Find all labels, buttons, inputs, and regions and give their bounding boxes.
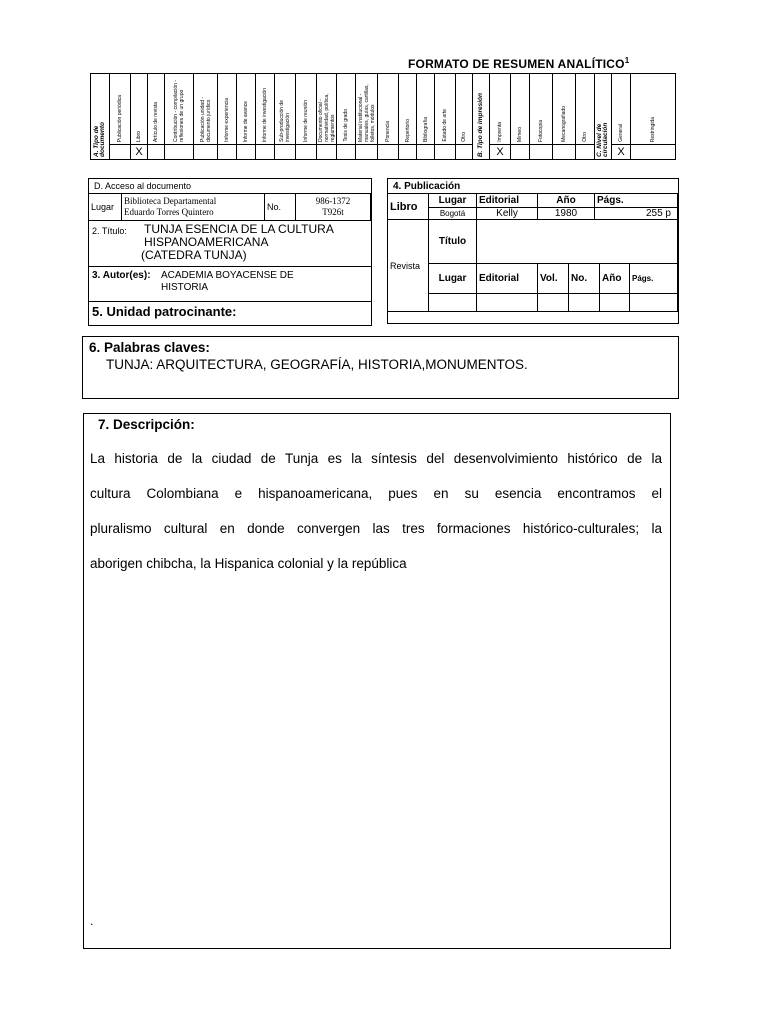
type-col-header bbox=[612, 74, 631, 145]
type-col-checkbox bbox=[237, 145, 256, 160]
description-box bbox=[83, 413, 671, 949]
type-col-header bbox=[576, 74, 595, 145]
type-col-label: Repertorio bbox=[404, 118, 411, 142]
journal-title-value bbox=[477, 220, 678, 264]
type-col-header bbox=[131, 74, 148, 145]
book-year-value: 1980 bbox=[538, 208, 595, 220]
journal-table bbox=[387, 219, 678, 312]
type-col-label: Publicación periódica bbox=[117, 94, 123, 142]
title-line3: (CATEDRA TUNJA) bbox=[141, 248, 247, 262]
type-col-label: Artículo de revista bbox=[153, 101, 159, 142]
type-col-checkbox bbox=[576, 145, 595, 160]
type-col-label: Estado de arte bbox=[442, 109, 448, 142]
type-col-header bbox=[317, 74, 337, 145]
journal-col-lugar: Lugar bbox=[429, 264, 477, 294]
description-line4: aborigen chibcha, la Hispanica colonial y la república bbox=[90, 556, 407, 571]
journal-vol-value bbox=[538, 294, 569, 312]
type-col-header bbox=[490, 74, 511, 145]
book-pages-value: 255 p bbox=[595, 208, 678, 220]
type-col-header bbox=[91, 74, 110, 160]
book-lugar-value: Bogotá bbox=[429, 208, 477, 220]
type-col-label: Mecanografiado bbox=[561, 106, 567, 142]
type-col-header bbox=[553, 74, 576, 145]
book-col-year: Año bbox=[538, 194, 595, 208]
description-line3: pluralismo cultural en donde convergen las tres formaciones histórico-culturales; la bbox=[90, 521, 662, 536]
book-col-pages: Págs. bbox=[595, 194, 678, 208]
type-col-checkbox: X bbox=[612, 145, 631, 160]
type-col-checkbox bbox=[110, 145, 131, 160]
journal-col-pages: Págs. bbox=[630, 264, 678, 294]
type-col-label: Informe de avance bbox=[243, 100, 249, 142]
type-col-label: Ponencia bbox=[385, 121, 391, 142]
journal-col-editorial: Editorial bbox=[477, 264, 538, 294]
journal-editorial-value bbox=[477, 294, 538, 312]
access-heading: D. Acceso al documento bbox=[89, 179, 371, 194]
type-col-label: Imprenta bbox=[497, 122, 503, 142]
description-text bbox=[90, 441, 662, 581]
document-type-table bbox=[90, 73, 676, 160]
keywords-label: 6. Palabras claves: bbox=[89, 340, 210, 355]
description-line1: La historia de la ciudad de Tunja es la síntesis del desenvolvimiento histórico de la bbox=[90, 451, 662, 466]
book-editorial-value: Kelly bbox=[477, 208, 538, 220]
journal-no-value bbox=[569, 294, 600, 312]
authors-line2: HISTORIA bbox=[161, 282, 209, 293]
type-col-header bbox=[399, 74, 417, 145]
type-col-label: Tesis de grado bbox=[343, 109, 349, 142]
type-col-header bbox=[378, 74, 399, 145]
form-title-text: FORMATO DE RESUMEN ANALÍTICO bbox=[408, 57, 625, 71]
type-col-checkbox bbox=[435, 145, 456, 160]
type-col-label: Fotocopia bbox=[538, 120, 544, 142]
title-label: 2. Título: bbox=[92, 226, 127, 236]
type-col-label: Informe experiencia bbox=[224, 98, 230, 142]
type-group-label: A. Tipo de documento bbox=[93, 121, 106, 157]
type-col-label: Documento oficial - normatividad, política, reglamentos bbox=[317, 93, 336, 142]
type-col-checkbox bbox=[194, 145, 218, 160]
book-col-editorial: Editorial bbox=[477, 194, 538, 208]
description-label: 7. Descripción: bbox=[98, 417, 195, 432]
type-col-label: General bbox=[618, 124, 624, 142]
type-col-header bbox=[165, 74, 194, 145]
journal-col-no: No. bbox=[569, 264, 600, 294]
type-group-label: B. Tipo de impresión bbox=[477, 92, 484, 157]
type-col-checkbox bbox=[530, 145, 553, 160]
type-col-checkbox bbox=[275, 145, 296, 160]
type-col-header bbox=[356, 74, 378, 145]
title-line1: TUNJA ESENCIA DE LA CULTURA bbox=[144, 222, 334, 236]
journal-title-label: Título bbox=[429, 220, 477, 264]
access-lugar-line1-text: Biblioteca Departamental bbox=[124, 196, 217, 206]
journal-label: Revista bbox=[388, 220, 429, 312]
type-col-checkbox bbox=[417, 145, 435, 160]
access-lugar-line1 bbox=[124, 196, 262, 207]
access-no-label: No. bbox=[265, 194, 296, 221]
type-col-checkbox bbox=[256, 145, 275, 160]
publication-table bbox=[387, 193, 678, 220]
publication-box bbox=[387, 178, 679, 324]
type-col-header bbox=[417, 74, 435, 145]
type-col-header bbox=[473, 74, 490, 160]
type-col-header bbox=[435, 74, 456, 145]
type-col-header bbox=[337, 74, 356, 145]
type-col-checkbox bbox=[356, 145, 378, 160]
type-col-checkbox bbox=[456, 145, 473, 160]
type-col-header bbox=[631, 74, 676, 145]
journal-pages-value bbox=[630, 294, 678, 312]
journal-col-vol: Vol. bbox=[538, 264, 569, 294]
type-col-header bbox=[530, 74, 553, 145]
type-group-label: C. Nivel de circulación bbox=[596, 122, 609, 157]
type-col-checkbox: X bbox=[490, 145, 511, 160]
type-col-header bbox=[595, 74, 612, 160]
type-col-header bbox=[194, 74, 218, 145]
access-table bbox=[88, 193, 371, 221]
type-col-label: Restringida bbox=[650, 116, 656, 142]
type-value-row bbox=[91, 145, 676, 160]
title-section bbox=[89, 221, 371, 267]
type-col-header bbox=[511, 74, 530, 145]
access-no-line1: 986-1372 bbox=[315, 196, 351, 206]
type-col-checkbox bbox=[511, 145, 530, 160]
type-header-row bbox=[91, 74, 676, 145]
type-col-checkbox bbox=[631, 145, 676, 160]
type-col-label: Bibliografía bbox=[422, 116, 429, 142]
type-col-header bbox=[237, 74, 256, 145]
publication-heading: 4. Publicación bbox=[388, 179, 678, 194]
type-col-label: Contribución - compilación - reflexiones de un grupo bbox=[173, 80, 185, 142]
type-col-label: Libro bbox=[136, 130, 142, 142]
journal-lugar-value bbox=[429, 294, 477, 312]
access-no-value bbox=[296, 194, 371, 221]
keywords-text: TUNJA: ARQUITECTURA, GEOGRAFÍA, HISTORIA,MONUMENTOS. bbox=[106, 357, 528, 372]
type-col-checkbox bbox=[296, 145, 317, 160]
sponsor-unit-label: 5. Unidad patrocinante: bbox=[92, 304, 237, 319]
type-col-label: Publicación unidad - documento jurídico bbox=[199, 96, 212, 142]
footnote-mark: 1 bbox=[624, 56, 630, 65]
type-col-label: Informe de reunión bbox=[303, 100, 309, 142]
journal-year-value bbox=[600, 294, 630, 312]
type-col-checkbox bbox=[148, 145, 165, 160]
type-col-checkbox bbox=[317, 145, 337, 160]
book-col-lugar: Lugar bbox=[429, 194, 477, 208]
authors-label: 3. Autor(es): bbox=[92, 270, 151, 281]
access-box bbox=[88, 178, 372, 326]
type-col-header bbox=[148, 74, 165, 145]
type-col-header bbox=[456, 74, 473, 145]
type-col-header bbox=[256, 74, 275, 145]
type-col-checkbox bbox=[378, 145, 399, 160]
form-title bbox=[408, 56, 629, 71]
type-col-label: Material institucional - manuales, guías, cartillas, folletos, módulos bbox=[357, 84, 376, 142]
access-lugar-label: Lugar bbox=[89, 194, 122, 221]
type-col-header bbox=[275, 74, 296, 145]
type-col-checkbox: X bbox=[131, 145, 148, 160]
book-label: Libro bbox=[388, 194, 429, 220]
authors-section bbox=[89, 267, 371, 302]
type-col-header bbox=[110, 74, 131, 145]
type-col-label: Informe de investigación bbox=[262, 87, 268, 142]
keywords-box bbox=[82, 336, 679, 399]
type-col-label: Mimeo bbox=[517, 126, 523, 142]
type-col-checkbox bbox=[337, 145, 356, 160]
journal-col-year: Año bbox=[600, 264, 630, 294]
access-no-line2: T926t bbox=[322, 207, 344, 217]
access-lugar-line2: Eduardo Torres Quintero bbox=[124, 207, 214, 217]
type-col-label: Otro bbox=[582, 132, 588, 142]
type-col-header bbox=[296, 74, 317, 145]
type-col-checkbox bbox=[399, 145, 417, 160]
description-line2: cultura Colombiana e hispanoamericana, pues en su esencia encontramos el bbox=[90, 486, 662, 501]
access-lugar-value bbox=[122, 194, 265, 221]
type-col-checkbox bbox=[218, 145, 237, 160]
type-col-label: Otro bbox=[461, 132, 467, 142]
description-end-mark: . bbox=[90, 914, 94, 928]
type-col-checkbox bbox=[165, 145, 194, 160]
type-col-label: Sub-producción de investigación bbox=[279, 100, 291, 142]
type-col-checkbox bbox=[553, 145, 576, 160]
title-line2: HISPANOAMERICANA bbox=[144, 235, 269, 249]
type-col-header bbox=[218, 74, 237, 145]
authors-line1: ACADEMIA BOYACENSE DE bbox=[161, 270, 294, 281]
